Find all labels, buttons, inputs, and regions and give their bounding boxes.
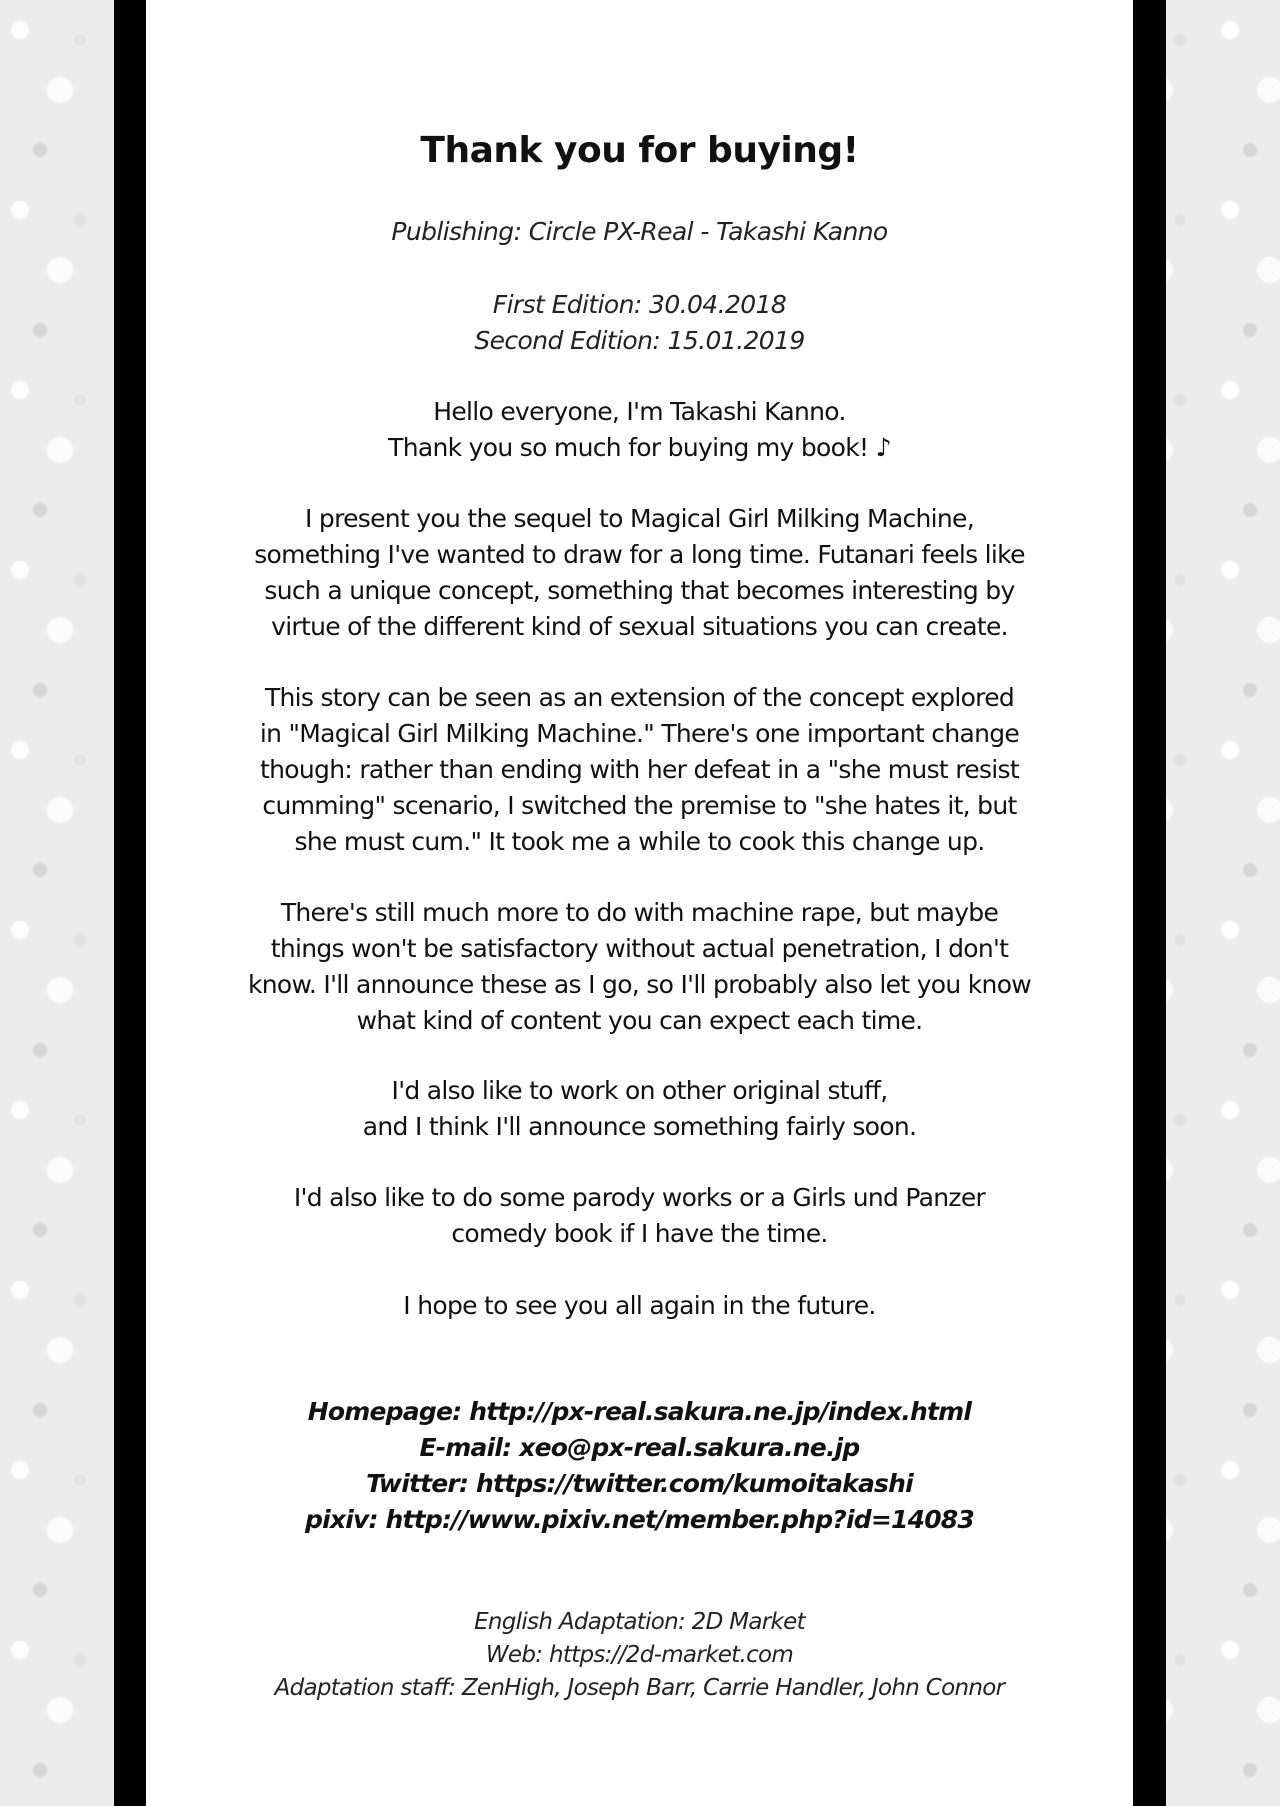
text-line: virtue of the different kind of sexual situations you can create.	[271, 612, 1008, 641]
paragraph-original-stuff	[146, 1073, 1133, 1145]
text-line: know. I'll announce these as I go, so I'll probably also let you know	[247, 970, 1032, 999]
text-line: I hope to see you all again in the future.	[403, 1291, 876, 1320]
text-line: comedy book if I have the time.	[451, 1219, 828, 1248]
paragraph-story	[146, 680, 1133, 860]
text-line: she must cum." It took me a while to cook this change up.	[294, 827, 985, 856]
publishing-info	[146, 214, 1133, 250]
text-line: something I've wanted to draw for a long time. Futanari feels like	[254, 540, 1025, 569]
text-line: though: rather than ending with her defeat in a "she must resist	[260, 755, 1019, 784]
text-line: things won't be satisfactory without actual penetration, I don't	[270, 934, 1009, 963]
second-edition: Second Edition: 15.01.2019	[474, 326, 805, 355]
credit-line: English Adaptation: 2D Market	[474, 1609, 805, 1635]
paragraph-sequel	[146, 501, 1133, 645]
credit-web-link[interactable]: Web: https://2d-market.com	[485, 1642, 794, 1668]
text-line: in "Magical Girl Milking Machine." There's one important change	[259, 719, 1020, 748]
text-line: This story can be seen as an extension of the concept explored	[264, 683, 1015, 712]
text-line: such a unique concept, something that becomes interesting by	[264, 576, 1015, 605]
publishing-line: Publishing: Circle PX-Real - Takashi Kanno	[391, 217, 888, 246]
paragraph-closing	[146, 1288, 1133, 1324]
paragraph-parody	[146, 1180, 1133, 1252]
page-title: Thank you for buying!	[420, 130, 859, 171]
edition-info	[146, 287, 1133, 359]
adaptation-credits	[146, 1606, 1133, 1705]
text-line: what kind of content you can expect each time.	[356, 1006, 923, 1035]
contact-links	[146, 1394, 1133, 1538]
paragraph-future-work	[146, 895, 1133, 1039]
text-line: and I think I'll announce something fairly soon.	[362, 1112, 917, 1141]
text-line: There's still much more to do with machine rape, but maybe	[280, 898, 999, 927]
homepage-link[interactable]: Homepage: http://px-real.sakura.ne.jp/index.html	[307, 1397, 972, 1426]
first-edition: First Edition: 30.04.2018	[492, 290, 787, 319]
pixiv-link[interactable]: pixiv: http://www.pixiv.net/member.php?id=14083	[305, 1505, 974, 1534]
email-link[interactable]: E-mail: xeo@px-real.sakura.ne.jp	[419, 1433, 860, 1462]
text-line: I'd also like to work on other original stuff,	[391, 1076, 888, 1105]
text-line: Hello everyone, I'm Takashi Kanno.	[433, 397, 846, 426]
text-line: I'd also like to do some parody works or a Girls und Panzer	[293, 1183, 986, 1212]
paragraph-greeting	[146, 394, 1133, 466]
credit-line: Adaptation staff: ZenHigh, Joseph Barr, Carrie Handler, John Connor	[274, 1675, 1005, 1701]
afterword-page	[146, 0, 1133, 1806]
text-line: cumming" scenario, I switched the premise to "she hates it, but	[262, 791, 1017, 820]
twitter-link[interactable]: Twitter: https://twitter.com/kumoitakashi	[366, 1469, 913, 1498]
text-line: Thank you so much for buying my book! ♪	[388, 433, 891, 462]
text-line: I present you the sequel to Magical Girl Milking Machine,	[305, 504, 974, 533]
